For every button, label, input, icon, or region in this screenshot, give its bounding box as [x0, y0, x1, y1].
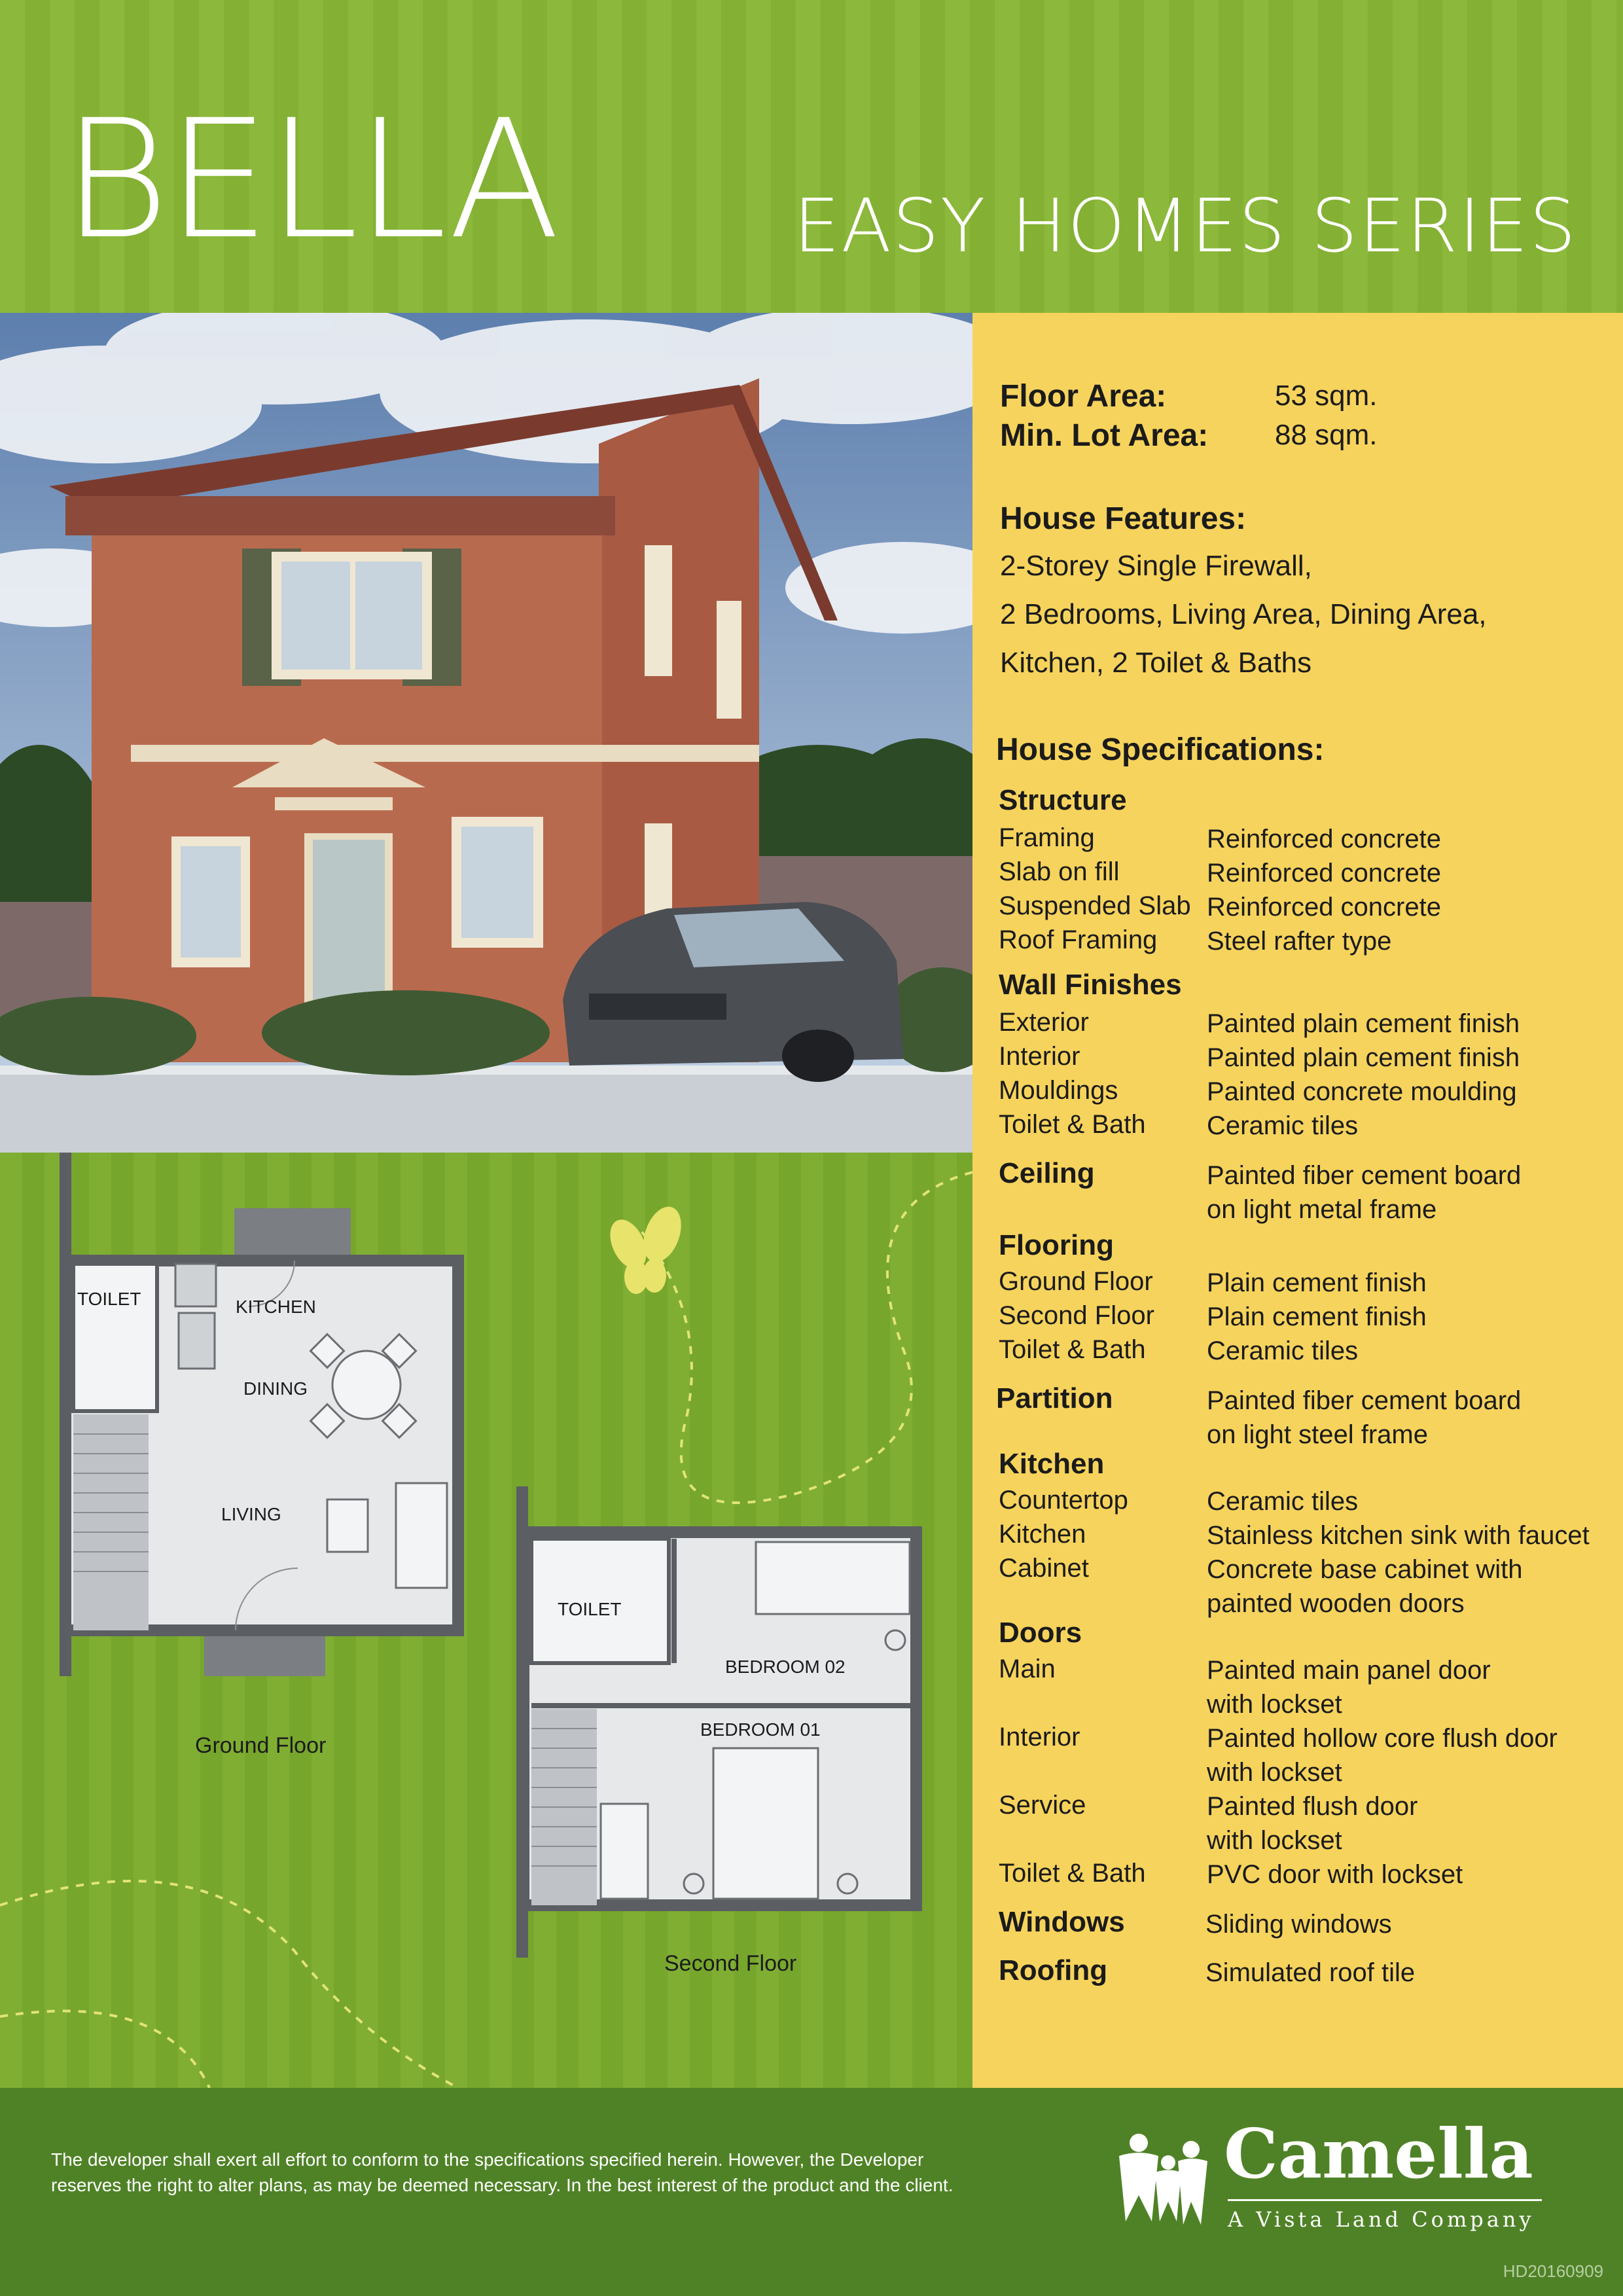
spec-value: Stainless kitchen sink with faucet [1207, 1521, 1590, 1550]
spec-value: Painted plain cement finish [1207, 1043, 1520, 1072]
floor-area-value: 53 sqm. [1275, 380, 1378, 412]
ground-floor-caption: Ground Floor [195, 1733, 327, 1758]
spec-kitchen: Kitchen [999, 1448, 1105, 1480]
spec-label: Mouldings [999, 1076, 1118, 1105]
second-floor-caption: Second Floor [664, 1951, 797, 1976]
spec-label: Interior [999, 1042, 1080, 1071]
spec-wall-finishes: Wall Finishes [999, 969, 1182, 1001]
spec-value: Concrete base cabinet with [1207, 1555, 1523, 1584]
spec-label: Toilet & Bath [999, 1859, 1146, 1888]
spec-label: Cabinet [999, 1554, 1089, 1583]
brand-tagline: A Vista Land Company [1228, 2207, 1535, 2232]
spec-label: Toilet & Bath [999, 1110, 1146, 1139]
spec-value: with lockset [1207, 1826, 1342, 1855]
spec-value: Ceramic tiles [1207, 1111, 1359, 1140]
features-line-1: 2-Storey Single Firewall, [1000, 550, 1312, 582]
model-title: BELLA [62, 84, 558, 275]
plan-label-bedroom-01: BEDROOM 01 [700, 1719, 821, 1740]
spec-value: Simulated roof tile [1205, 1958, 1416, 1987]
spec-label: Exterior [999, 1008, 1089, 1037]
spec-value: Reinforced concrete [1207, 893, 1441, 922]
spec-value: Painted fiber cement board [1207, 1386, 1522, 1415]
plan-label-living: LIVING [221, 1504, 281, 1524]
spec-value: Painted hollow core flush door [1207, 1724, 1558, 1753]
document-code: HD20160909 [1503, 2261, 1603, 2281]
specs-heading: House Specifications: [996, 732, 1325, 767]
spec-value: Painted concrete moulding [1207, 1077, 1517, 1106]
spec-label: Suspended Slab [999, 891, 1191, 920]
brand-name: Camella [1224, 2113, 1533, 2194]
spec-partition: Partition [996, 1382, 1113, 1414]
spec-value: on light steel frame [1207, 1420, 1428, 1449]
spec-label: Second Floor [999, 1301, 1154, 1330]
spec-value: with lockset [1207, 1690, 1342, 1719]
plan-label-toilet-2: TOILET [558, 1599, 622, 1619]
spec-value: painted wooden doors [1207, 1589, 1465, 1618]
plan-label-kitchen: KITCHEN [236, 1297, 316, 1317]
spec-value: Steel rafter type [1207, 927, 1392, 956]
spec-value: Painted flush door [1207, 1792, 1418, 1821]
spec-label: Toilet & Bath [999, 1335, 1146, 1364]
spec-value: with lockset [1207, 1758, 1342, 1787]
footer [0, 2088, 1623, 2296]
plan-label-bedroom-02: BEDROOM 02 [725, 1657, 846, 1677]
spec-value: Painted fiber cement board [1207, 1161, 1522, 1190]
brand-divider [1228, 2199, 1542, 2201]
spec-value: Plain cement finish [1207, 1302, 1427, 1331]
spec-value: Reinforced concrete [1207, 859, 1441, 888]
ground-floor-plan [65, 1153, 458, 1676]
lot-area-label: Min. Lot Area: [1000, 418, 1209, 453]
lot-area-value: 88 sqm. [1275, 419, 1378, 451]
spec-ceiling: Ceiling [999, 1157, 1095, 1189]
spec-value: Plain cement finish [1207, 1268, 1427, 1297]
spec-label: Main [999, 1655, 1056, 1683]
floor-plans [0, 1153, 972, 2088]
plan-label-toilet: TOILET [77, 1289, 141, 1309]
header-banner [0, 0, 1623, 313]
spec-value: Painted main panel door [1207, 1656, 1491, 1685]
disclaimer-text: The developer shall exert all effort to conform to the specifications specified herein. However, the Developer reserves the right to alter plans, as may be deemed necessary. In the best interest of the product and the client. [51, 2149, 954, 2195]
spec-label: Framing [999, 823, 1095, 852]
features-line-3: Kitchen, 2 Toilet & Baths [1000, 647, 1312, 679]
plan-label-dining: DINING [243, 1378, 308, 1399]
spec-value: Ceramic tiles [1207, 1336, 1359, 1365]
spec-label: Kitchen [999, 1520, 1086, 1549]
butterfly-icon [603, 1202, 688, 1294]
spec-doors: Doors [999, 1617, 1082, 1649]
spec-label: Countertop [999, 1486, 1128, 1515]
features-line-2: 2 Bedrooms, Living Area, Dining Area, [1000, 598, 1487, 630]
spec-value: on light metal frame [1207, 1195, 1437, 1224]
spec-value: Painted plain cement finish [1207, 1009, 1520, 1038]
series-title: EASY HOMES SERIES [793, 184, 1577, 269]
spec-value: Reinforced concrete [1207, 825, 1441, 853]
camella-logo [1099, 2113, 1558, 2248]
spec-value: Sliding windows [1205, 1910, 1392, 1939]
features-heading: House Features: [1000, 501, 1247, 536]
spec-roofing: Roofing [999, 1954, 1108, 1986]
house-photo [0, 313, 972, 1153]
spec-label: Roof Framing [999, 925, 1158, 954]
spec-value: PVC door with lockset [1207, 1860, 1463, 1889]
spec-label: Service [999, 1791, 1086, 1820]
spec-label: Slab on fill [999, 857, 1120, 886]
floor-area-label: Floor Area: [1000, 379, 1167, 414]
spec-label: Ground Floor [999, 1267, 1153, 1296]
spec-label: Interior [999, 1723, 1080, 1751]
spec-windows: Windows [999, 1906, 1125, 1938]
specs-panel [972, 313, 1623, 2088]
spec-structure: Structure [999, 784, 1127, 816]
spec-value: Ceramic tiles [1207, 1487, 1359, 1516]
spec-flooring: Flooring [999, 1229, 1114, 1261]
